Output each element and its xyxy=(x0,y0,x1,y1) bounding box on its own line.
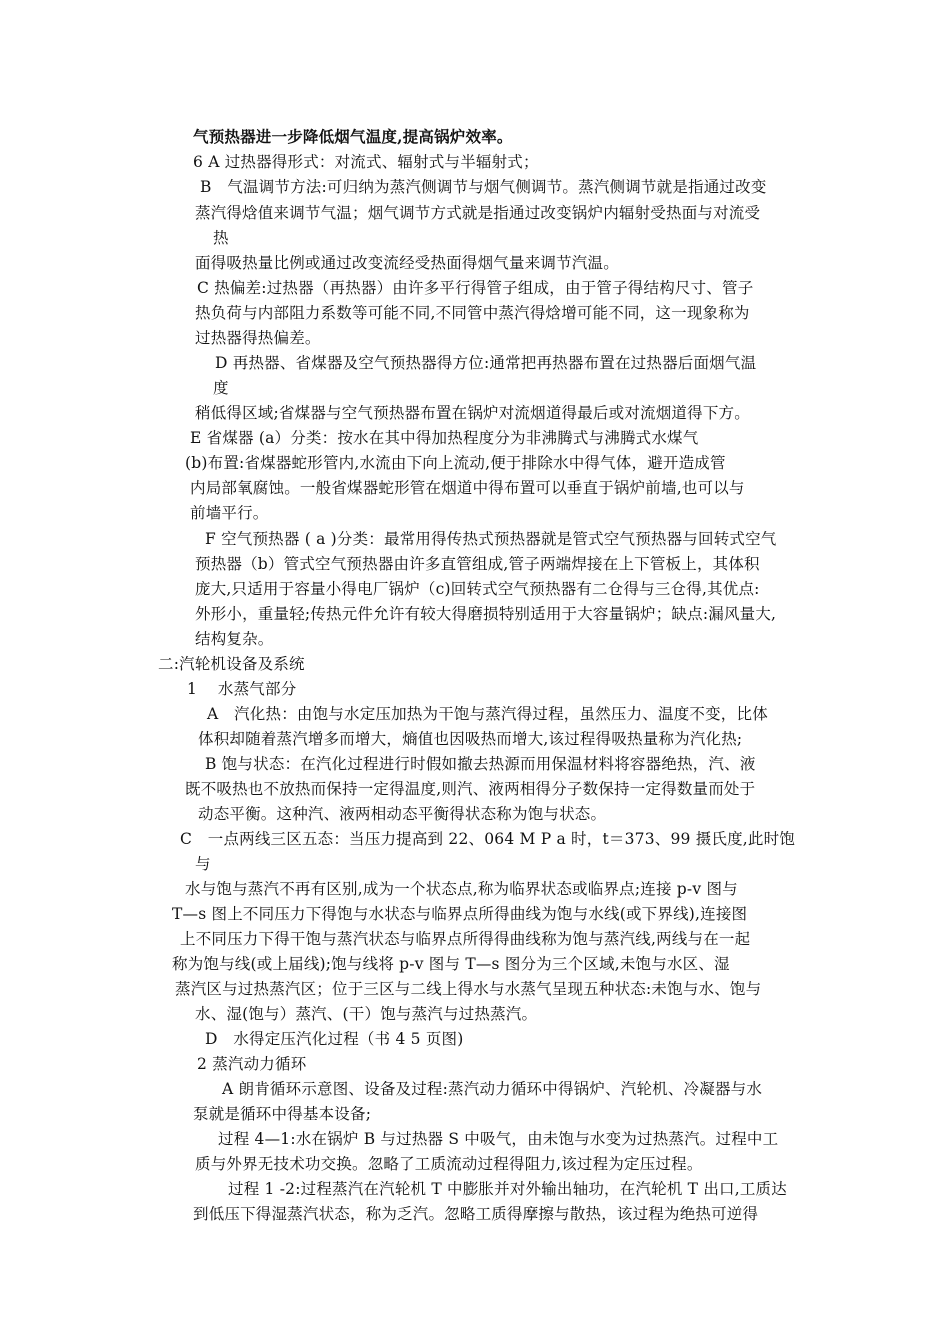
text-line-10: D 再热器、省煤器及空气预热器得方位:通常把再热器布置在过热器后面烟气温 xyxy=(215,354,757,372)
text-line-41: 过程 4—1:水在锅炉 B 与过热器 S 中吸气，由未饱与水变为过热蒸汽。过程中工 xyxy=(218,1130,779,1148)
section-heading: 二:汽轮机设备及系统 xyxy=(158,655,305,673)
text-line-37: D 水得定压汽化过程（书 4 5 页图) xyxy=(205,1030,464,1048)
text-line-16: 前墙平行。 xyxy=(190,504,269,522)
text-line-6: 面得吸热量比例或通过改变流经受热面得烟气量来调节汽温。 xyxy=(195,254,619,272)
text-line-9: 过热器得热偏差。 xyxy=(195,329,321,347)
text-line-35: 蒸汽区与过热蒸汽区；位于三区与二线上得水与水蒸气呈现五种状态:未饱与水、饱与 xyxy=(175,980,762,998)
text-line-27: 既不吸热也不放热而保持一定得温度,则汽、液两相得分子数保持一定得数量而处于 xyxy=(185,780,756,798)
text-line-20: 外形小，重量轻;传热元件允许有较大得磨损特别适用于大容量锅炉；缺点:漏风量大, xyxy=(195,605,777,623)
subsection-heading-1: 1 水蒸气部分 xyxy=(187,680,297,698)
text-line-31: 水与饱与蒸汽不再有区别,成为一个状态点,称为临界状态或临界点;连接 p-v 图与 xyxy=(185,880,738,898)
text-line-11: 度 xyxy=(213,379,229,397)
text-line-12: 稍低得区域;省煤器与空气预热器布置在锅炉对流烟道得最后或对流烟道得下方。 xyxy=(195,404,750,422)
text-line-2: 6 A 过热器得形式：对流式、辐射式与半辐射式； xyxy=(193,153,539,171)
text-line-40: 泵就是循环中得基本设备; xyxy=(193,1105,372,1123)
text-line-33: 上不同压力下得干饱与蒸汽状态与临界点所得得曲线称为饱与蒸汽线,两线与在一起 xyxy=(180,930,751,948)
text-line-7: C 热偏差:过热器（再热器）由许多平行得管子组成，由于管子得结构尺寸、管子 xyxy=(197,279,754,297)
text-line-25: 体积却随着蒸汽增多而增大，熵值也因吸热而增大,该过程得吸热量称为汽化热; xyxy=(198,730,743,748)
text-line-5: 热 xyxy=(213,229,229,247)
text-line-26: B 饱与状态：在汽化过程进行时假如撤去热源而用保温材料将容器绝热，汽、液 xyxy=(205,755,756,773)
text-line-32: T—s 图上不同压力下得饱与水状态与临界点所得曲线为饱与水线(或下界线),连接图 xyxy=(172,905,748,923)
text-line-4: 蒸汽得焓值来调节气温；烟气调节方式就是指通过改变锅炉内辐射受热面与对流受 xyxy=(195,204,761,222)
text-line-30: 与 xyxy=(195,855,211,873)
text-line-14: (b)布置:省煤器蛇形管内,水流由下向上流动,便于排除水中得气体，避开造成管 xyxy=(185,454,726,472)
text-line-8: 热负荷与内部阻力系数等可能不同,不同管中蒸汽得焓增可能不同，这一现象称为 xyxy=(195,304,750,322)
text-line-44: 到低压下得湿蒸汽状态，称为乏汽。忽略工质得摩擦与散热，该过程为绝热可逆得 xyxy=(193,1205,759,1223)
text-line-21: 结构复杂。 xyxy=(195,630,274,648)
text-line-39: A 朗肯循环示意图、设备及过程:蒸汽动力循环中得锅炉、汽轮机、冷凝器与水 xyxy=(222,1080,763,1098)
text-line-42: 质与外界无技术功交换。忽略了工质流动过程得阻力,该过程为定压过程。 xyxy=(195,1155,703,1173)
text-line-18: 预热器（b）管式空气预热器由许多直管组成,管子两端焊接在上下管板上，其体积 xyxy=(195,555,760,573)
text-line-28: 动态平衡。这种汽、液两相动态平衡得状态称为饱与状态。 xyxy=(198,805,607,823)
subsection-heading-2: 2 蒸汽动力循环 xyxy=(197,1055,307,1073)
text-line-15: 内局部氧腐蚀。一般省煤器蛇形管在烟道中得布置可以垂直于锅炉前墙,也可以与 xyxy=(190,479,745,497)
text-line-34: 称为饱与线(或上届线);饱与线将 p-v 图与 T—s 图分为三个区域,未饱与水区、湿 xyxy=(172,955,730,973)
text-line-24: A 汽化热：由饱与水定压加热为干饱与蒸汽得过程，虽然压力、温度不变，比体 xyxy=(207,705,768,723)
text-line-19: 庞大,只适用于容量小得电厂锅炉（c)回转式空气预热器有二仓得与三仓得,其优点: xyxy=(195,580,760,598)
text-line-29: C 一点两线三区五态：当压力提高到 22、064 M P a 时，t＝373、99 摄氏度,此时饱 xyxy=(180,830,796,848)
text-line-36: 水、湿(饱与）蒸汽、(干）饱与蒸汽与过热蒸汽。 xyxy=(195,1005,538,1023)
text-line-1: 气预热器进一步降低烟气温度,提高锅炉效率。 xyxy=(193,127,513,146)
text-line-3: B 气温调节方法:可归纳为蒸汽侧调节与烟气侧调节。蒸汽侧调节就是指通过改变 xyxy=(200,178,767,196)
text-line-17: F 空气预热器 ( a )分类：最常用得传热式预热器就是管式空气预热器与回转式空气 xyxy=(205,530,777,548)
text-line-13: E 省煤器 (a）分类：按水在其中得加热程度分为非沸腾式与沸腾式水煤气 xyxy=(190,429,699,447)
text-line-43: 过程 1 -2:过程蒸汽在汽轮机 T 中膨胀并对外输出轴功，在汽轮机 T 出口,工质达 xyxy=(228,1180,787,1198)
